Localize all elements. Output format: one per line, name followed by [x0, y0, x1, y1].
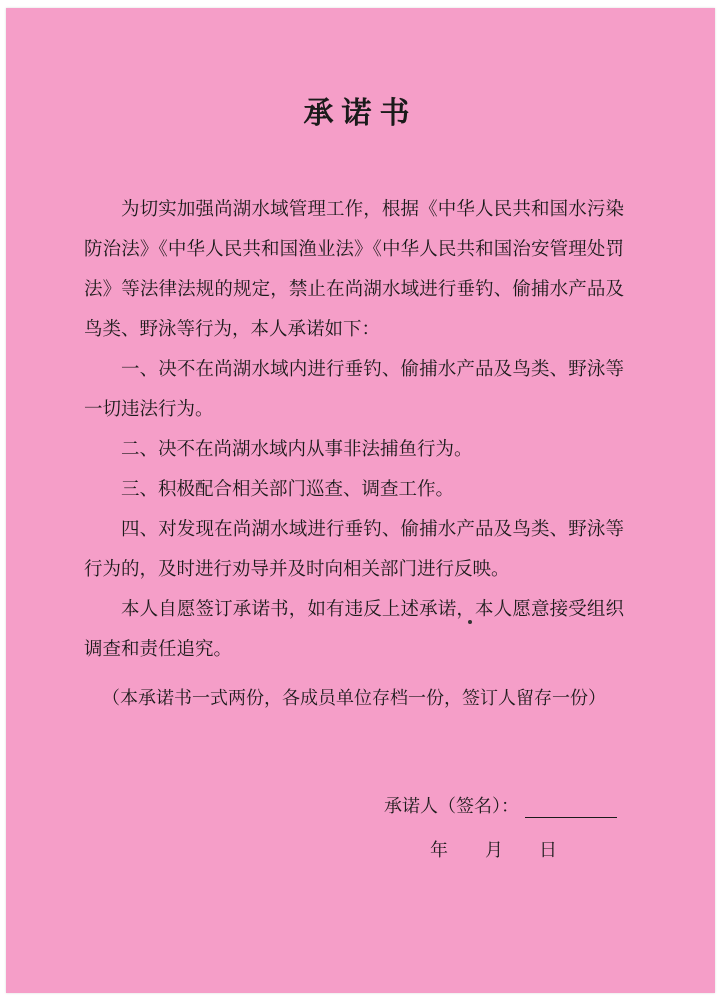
document-page — [6, 8, 715, 993]
date-day-label: 日 — [539, 840, 557, 861]
ink-speck — [468, 620, 472, 624]
paragraph-closing: 本人自愿签订承诺书，如有违反上述承诺，本人愿意接受组织调查和责任追究。 — [84, 599, 624, 660]
document-title: 承诺书 — [303, 96, 418, 131]
signature-label: 承诺人（签名）： — [384, 796, 519, 817]
paragraph-intro: 为切实加强尚湖水域管理工作，根据《中华人民共和国水污染防治法》《中华人民共和国渔业法》《中华人民共和国治安管理处罚法》等法律法规的规定，禁止在尚湖水域进行垂钓、偷捕水产品及鸟类、野泳等行为，本人承诺如下： — [84, 199, 624, 340]
paragraph-item-4: 四、对发现在尚湖水域进行垂钓、偷捕水产品及鸟类、野泳等行为的，及时进行劝导并及时向相关部门进行反映。 — [84, 519, 624, 580]
paragraph-item-3: 三、积极配合相关部门巡查、调查工作。 — [121, 479, 455, 500]
paragraph-item-2: 二、决不在尚湖水域内从事非法捕鱼行为。 — [121, 439, 473, 460]
date-month-label: 月 — [485, 840, 503, 861]
signature-blank[interactable] — [525, 799, 617, 818]
signature-line — [384, 792, 617, 818]
copies-note: （本承诺书一式两份，各成员单位存档一份，签订人留存一份） — [102, 688, 606, 709]
document-body — [84, 190, 624, 670]
paragraph-item-1: 一、决不在尚湖水域内进行垂钓、偷捕水产品及鸟类、野泳等一切违法行为。 — [84, 359, 624, 420]
date-year-label: 年 — [430, 840, 448, 861]
